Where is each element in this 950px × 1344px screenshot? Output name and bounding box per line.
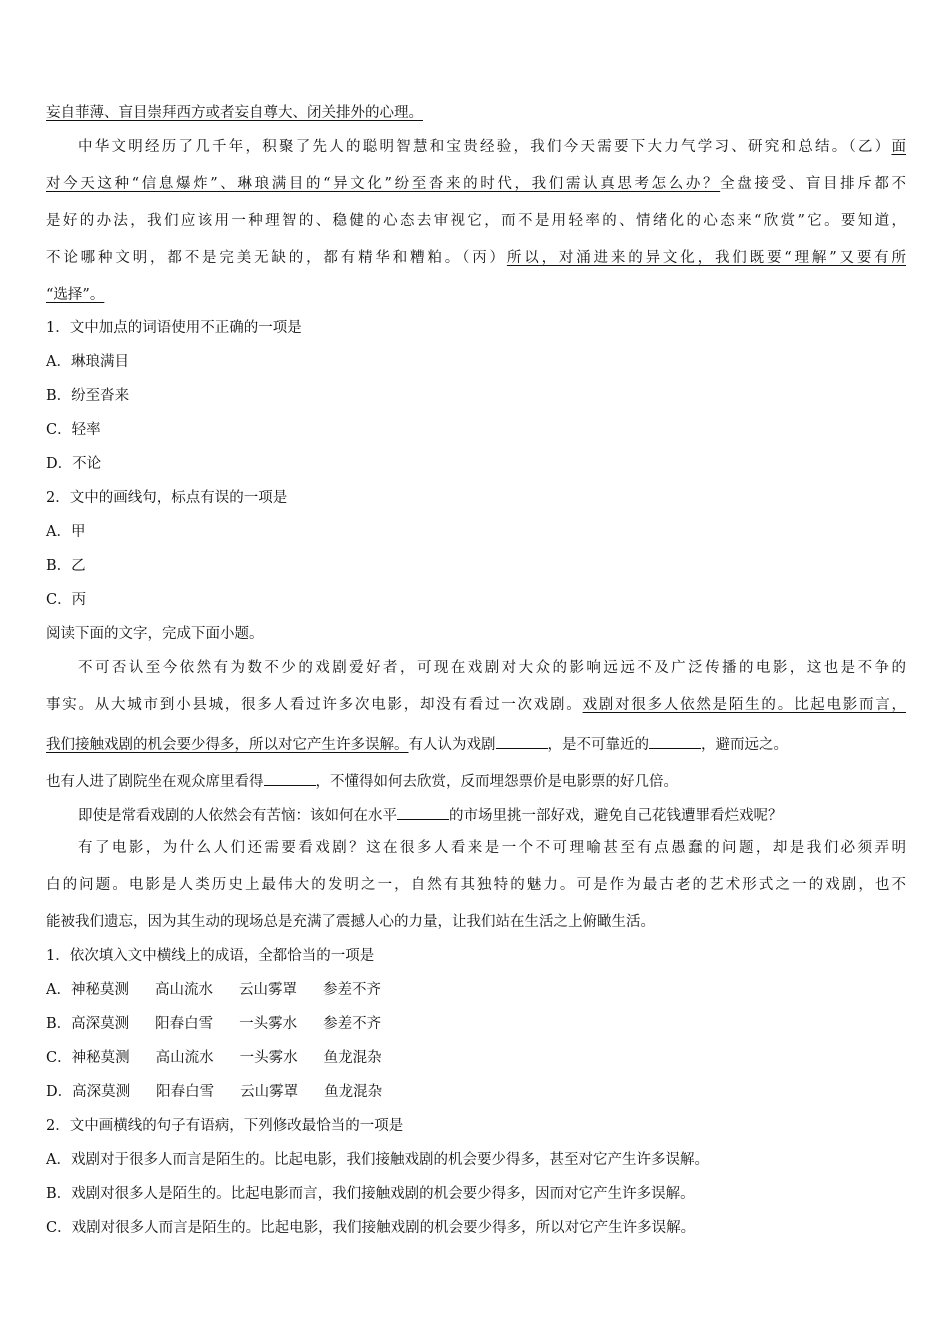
question-1-stem: 1．文中加点的词语使用不正确的一项是 bbox=[46, 320, 302, 336]
question-1-option-a[interactable]: A．琳琅满目 bbox=[46, 354, 129, 370]
question-3-option-a[interactable]: A．神秘莫测 高山流水 云山雾罩 参差不齐 bbox=[46, 982, 381, 998]
fill-blank-2[interactable] bbox=[649, 734, 701, 749]
reading-instruction: 阅读下面的文字，完成下面小题。 bbox=[46, 626, 264, 642]
passage1-line-2: 中华文明经历了几千年，积聚了先人的聪明智慧和宝贵经验，我们今天需要下大力气学习、研究和总结。（乙）面 bbox=[78, 139, 906, 155]
question-3-stem: 1．依次填入文中横线上的成语，全都恰当的一项是 bbox=[46, 948, 375, 964]
passage2-line-2: 事实。从大城市到小县城，很多人看过许多次电影，却没有看过一次戏剧。戏剧对很多人依然是陌生的。比起电影而言， bbox=[46, 697, 907, 713]
question-3-option-d[interactable]: D．高深莫测 阳春白雪 云山雾罩 鱼龙混杂 bbox=[46, 1084, 383, 1100]
question-2-option-a[interactable]: A．甲 bbox=[46, 524, 86, 540]
passage2-line-3: 我们接触戏剧的机会要少得多，所以对它产生许多误解。有人认为戏剧 ，是不可靠近的 ，避而远之。 bbox=[46, 734, 906, 755]
passage1-line-5: 不论哪种文明，都不是完美无缺的，都有精华和糟粕。（丙）所以，对涌进来的异文化，我们既要“理解”又要有所 bbox=[46, 250, 906, 266]
passage2-line-6: 有了电影，为什么人们还需要看戏剧？这在很多人看来是一个不可理喻甚至有点愚蠢的问题，却是我们必须弄明 bbox=[78, 840, 906, 856]
question-3-option-c[interactable]: C．神秘莫测 高山流水 一头雾水 鱼龙混杂 bbox=[46, 1050, 382, 1066]
question-4-stem: 2．文中画横线的句子有语病，下列修改最恰当的一项是 bbox=[46, 1118, 404, 1134]
fill-blank-1[interactable] bbox=[496, 734, 548, 749]
question-3-option-b[interactable]: B．高深莫测 阳春白雪 一头雾水 参差不齐 bbox=[46, 1016, 382, 1032]
question-2-option-c[interactable]: C．丙 bbox=[46, 592, 87, 608]
question-1-option-b[interactable]: B．纷至沓来 bbox=[46, 388, 130, 404]
question-2-option-b[interactable]: B．乙 bbox=[46, 558, 86, 574]
passage2-line-7: 白的问题。电影是人类历史上最伟大的发明之一，自然有其独特的魅力。可是作为最古老的艺术形式之一的戏剧，也不 bbox=[46, 877, 906, 893]
question-4-option-c[interactable]: C．戏剧对很多人而言是陌生的。比起电影，我们接触戏剧的机会要少得多，所以对它产生许多误解。 bbox=[46, 1220, 696, 1236]
question-2-stem: 2．文中的画线句，标点有误的一项是 bbox=[46, 490, 288, 506]
passage2-line-5: 即使是常看戏剧的人依然会有苦恼：该如何在水平 的市场里挑一部好戏，避免自己花钱遭罪看烂戏呢？ bbox=[46, 805, 906, 826]
passage2-line-1: 不可否认至今依然有为数不少的戏剧爱好者，可现在戏剧对大众的影响远远不及广泛传播的电影，这也是不争的 bbox=[78, 660, 906, 676]
question-1-option-d[interactable]: D．不论 bbox=[46, 456, 102, 472]
question-4-option-b[interactable]: B．戏剧对很多人是陌生的。比起电影而言，我们接触戏剧的机会要少得多，因而对它产生许多误解。 bbox=[46, 1186, 695, 1202]
passage1-line-4: 是好的办法，我们应该用一种理智的、稳健的心态去审视它，而不是用轻率的、情绪化的心态来“欣赏”它。要知道， bbox=[46, 213, 906, 229]
passage1-line-6: “选择”。 bbox=[46, 287, 105, 303]
passage2-line-4: 也有人进了剧院坐在观众席里看得 ，不懂得如何去欣赏，反而埋怨票价是电影票的好几倍。 bbox=[46, 771, 906, 792]
question-1-option-c[interactable]: C．轻率 bbox=[46, 422, 101, 438]
question-4-option-a[interactable]: A．戏剧对于很多人而言是陌生的。比起电影，我们接触戏剧的机会要少得多，甚至对它产生许多误解。 bbox=[46, 1152, 709, 1168]
fill-blank-4[interactable] bbox=[397, 805, 449, 820]
passage2-line-8: 能被我们遗忘，因为其生动的现场总是充满了震撼人心的力量，让我们站在生活之上俯瞰生活。 bbox=[46, 914, 655, 930]
fill-blank-3[interactable] bbox=[264, 771, 316, 786]
passage1-line-3: 对今天这种“信息爆炸”、琳琅满目的“异文化”纷至沓来的时代，我们需认真思考怎么办？全盘接受、盲目排斥都不 bbox=[46, 176, 906, 192]
passage1-line-1: 妄自菲薄、盲目崇拜西方或者妄自尊大、闭关排外的心理。 bbox=[46, 105, 423, 121]
